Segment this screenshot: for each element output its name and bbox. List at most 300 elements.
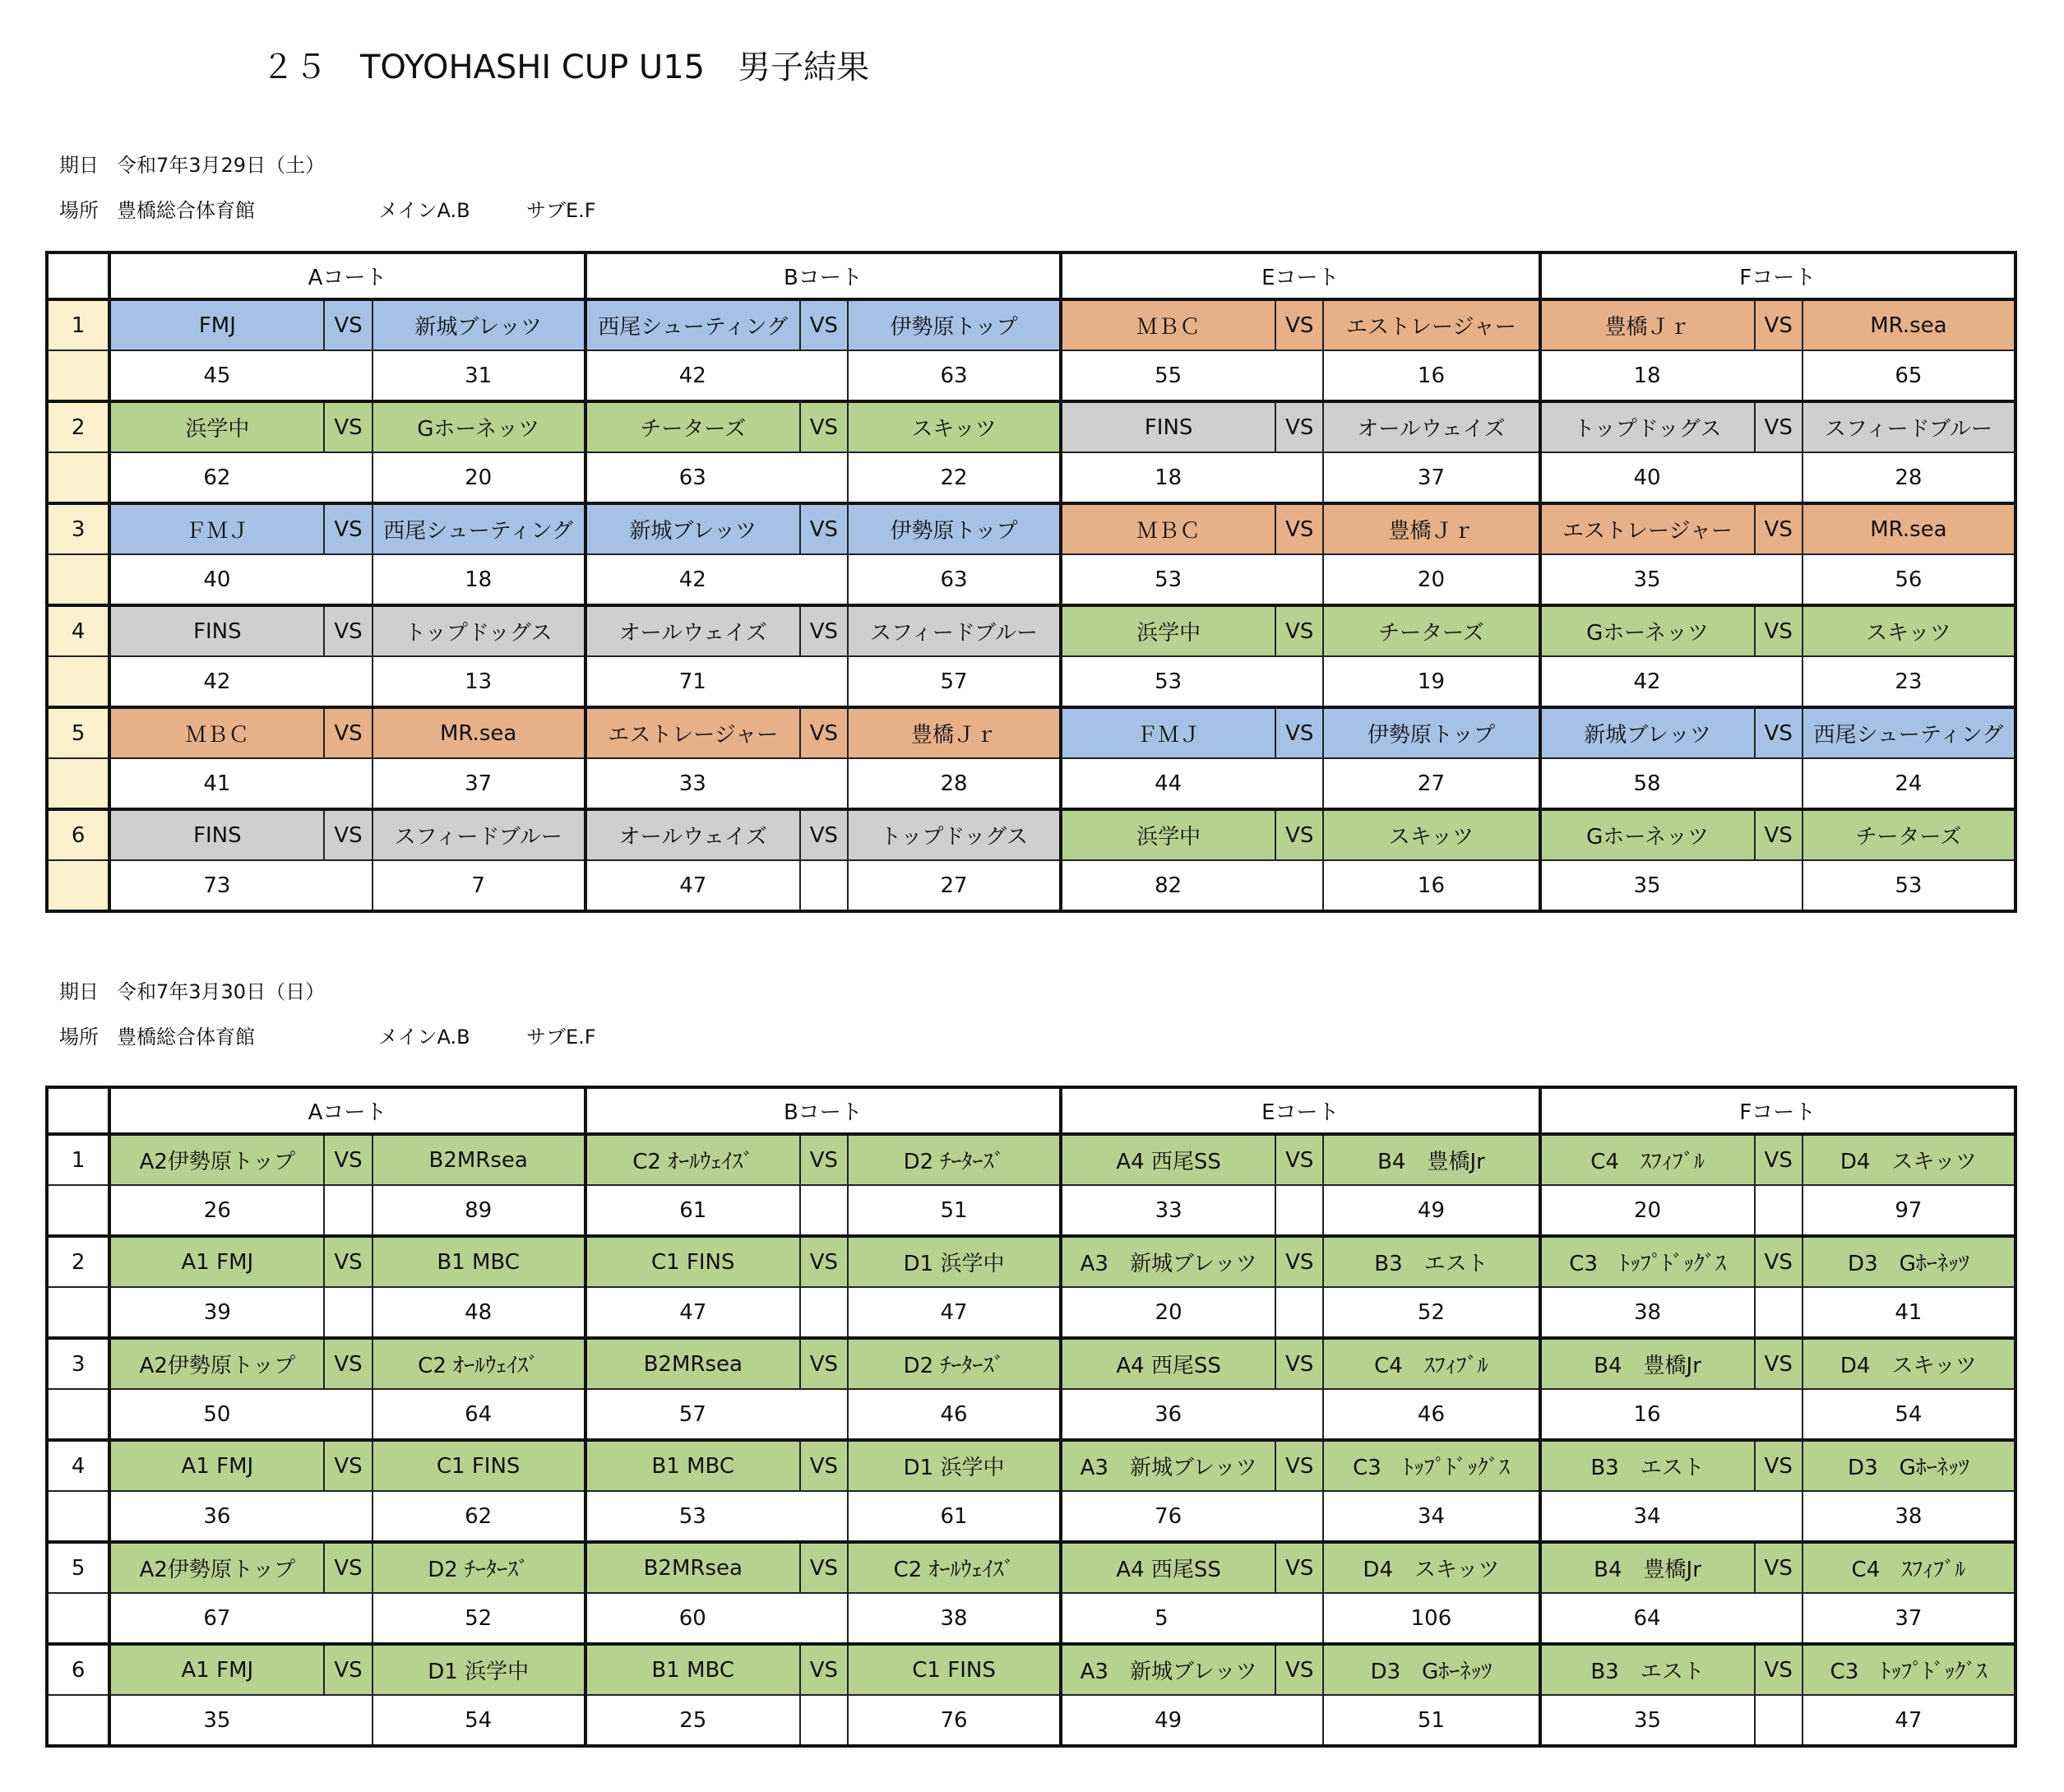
court-header: Eコート — [1061, 252, 1539, 299]
score-divider — [1755, 1695, 1803, 1746]
away-score: 65 — [1803, 350, 2015, 401]
score-row — [47, 350, 2015, 401]
away-score: 7 — [373, 860, 585, 911]
home-team: 新城ブレッツ — [1540, 707, 1755, 758]
away-team: トップドッグス — [373, 605, 585, 656]
score-divider — [800, 1287, 848, 1338]
home-score: 50 — [109, 1389, 372, 1440]
day1-place: 豊橋総合体育館 — [117, 199, 255, 222]
round-number-blank — [47, 1491, 109, 1542]
home-score: 82 — [1061, 860, 1323, 911]
score-divider — [800, 860, 848, 911]
vs-label: VS — [1275, 707, 1323, 758]
round-number-blank — [47, 554, 109, 605]
score-row — [47, 1287, 2015, 1338]
home-team: C3 ﾄｯﾌﾟﾄﾞｯｸﾞｽ — [1540, 1236, 1755, 1287]
vs-label: VS — [1275, 1644, 1323, 1695]
home-score: 18 — [1540, 350, 1803, 401]
vs-label: VS — [1275, 401, 1323, 452]
away-team: MR.sea — [1803, 503, 2015, 554]
match-row — [47, 1440, 2015, 1491]
match-row — [47, 809, 2015, 860]
home-team: ＭＢＣ — [109, 707, 324, 758]
home-team: 豊橋Ｊｒ — [1540, 299, 1755, 350]
home-score: 35 — [1540, 1695, 1755, 1746]
away-score: 16 — [1323, 350, 1539, 401]
home-team: Gホーネッツ — [1540, 605, 1755, 656]
home-score: 58 — [1540, 758, 1803, 809]
home-score: 67 — [109, 1593, 372, 1644]
vs-label: VS — [800, 707, 848, 758]
home-team: トップドッグス — [1540, 401, 1755, 452]
away-score: 49 — [1323, 1185, 1539, 1236]
vs-label: VS — [324, 503, 372, 554]
vs-label: VS — [324, 605, 372, 656]
home-score: 35 — [1540, 554, 1803, 605]
day2-date-line — [59, 977, 325, 1007]
vs-label: VS — [800, 1440, 848, 1491]
vs-label: VS — [800, 1134, 848, 1185]
away-team: スフィードブルー — [373, 809, 585, 860]
home-team: C1 FINS — [585, 1236, 800, 1287]
vs-label: VS — [1755, 605, 1803, 656]
away-score: 23 — [1803, 656, 2015, 707]
away-team: D2 ﾁｰﾀｰｽﾞ — [848, 1134, 1061, 1185]
away-team: スフィードブルー — [848, 605, 1061, 656]
away-score: 13 — [373, 656, 585, 707]
match-row — [47, 1542, 2015, 1593]
corner-cell — [47, 252, 109, 299]
vs-label: VS — [1275, 1236, 1323, 1287]
home-team: C2 ｵｰﾙｳｪｲｽﾞ — [585, 1134, 800, 1185]
home-score: 42 — [1540, 656, 1803, 707]
home-score: 61 — [585, 1185, 800, 1236]
vs-label: VS — [324, 1236, 372, 1287]
away-team: D3 Gﾎｰﾈｯﾂ — [1803, 1440, 2015, 1491]
home-score: 36 — [109, 1491, 372, 1542]
away-team: 新城ブレッツ — [373, 299, 585, 350]
away-score: 54 — [373, 1695, 585, 1746]
day2-sub-courts: サブE.F — [526, 1026, 596, 1049]
home-team: A4 西尾SS — [1061, 1338, 1275, 1389]
home-team: A2伊勢原トップ — [109, 1338, 324, 1389]
day1-date-label: 期日 — [59, 154, 99, 177]
away-score: 51 — [1323, 1695, 1539, 1746]
away-team: C3 ﾄｯﾌﾟﾄﾞｯｸﾞｽ — [1323, 1440, 1539, 1491]
home-score: 41 — [109, 758, 372, 809]
away-score: 20 — [373, 452, 585, 503]
away-team: スフィードブルー — [1803, 401, 2015, 452]
day2-date-label: 期日 — [59, 980, 99, 1003]
day2-place: 豊橋総合体育館 — [117, 1026, 255, 1049]
away-score: 62 — [373, 1491, 585, 1542]
away-score: 53 — [1803, 860, 2015, 911]
day1-schedule-table — [45, 251, 2017, 913]
home-score: 55 — [1061, 350, 1323, 401]
home-team: オールウェイズ — [585, 605, 800, 656]
away-team: B4 豊橋Jr — [1323, 1134, 1539, 1185]
day1-main-courts: メインA.B — [378, 199, 470, 222]
round-number-blank — [47, 1695, 109, 1746]
round-number-blank — [47, 1389, 109, 1440]
home-team: チーターズ — [585, 401, 800, 452]
vs-label: VS — [800, 401, 848, 452]
vs-label: VS — [324, 707, 372, 758]
score-row — [47, 1491, 2015, 1542]
home-team: A1 FMJ — [109, 1644, 324, 1695]
away-score: 76 — [848, 1695, 1061, 1746]
away-team: スキッツ — [1323, 809, 1539, 860]
away-team: D2 ﾁｰﾀｰｽﾞ — [373, 1542, 585, 1593]
home-team: B3 エスト — [1540, 1440, 1755, 1491]
home-team: ＭＢＣ — [1061, 299, 1275, 350]
day2-main-courts: メインA.B — [378, 1026, 470, 1049]
vs-label: VS — [324, 299, 372, 350]
round-number-blank — [47, 860, 109, 911]
home-score: 34 — [1540, 1491, 1803, 1542]
away-score: 47 — [1803, 1695, 2015, 1746]
away-team: エストレージャー — [1323, 299, 1539, 350]
away-score: 46 — [848, 1389, 1061, 1440]
round-number-blank — [47, 1185, 109, 1236]
away-score: 48 — [373, 1287, 585, 1338]
home-team: A1 FMJ — [109, 1236, 324, 1287]
home-team: FINS — [1061, 401, 1275, 452]
away-team: オールウェイズ — [1323, 401, 1539, 452]
round-number: 2 — [47, 1236, 109, 1287]
day2-place-label: 場所 — [59, 1026, 99, 1049]
vs-label: VS — [800, 1644, 848, 1695]
away-team: 伊勢原トップ — [848, 503, 1061, 554]
match-row — [47, 1644, 2015, 1695]
away-score: 97 — [1803, 1185, 2015, 1236]
away-team: C1 FINS — [848, 1644, 1061, 1695]
vs-label: VS — [800, 299, 848, 350]
home-score: 39 — [109, 1287, 324, 1338]
away-team: スキッツ — [848, 401, 1061, 452]
away-score: 28 — [1803, 452, 2015, 503]
round-number-blank — [47, 1593, 109, 1644]
home-score: 33 — [585, 758, 848, 809]
away-team: Gホーネッツ — [373, 401, 585, 452]
home-score: 53 — [1061, 656, 1323, 707]
home-score: 60 — [585, 1593, 848, 1644]
score-row — [47, 860, 2015, 911]
home-team: A4 西尾SS — [1061, 1542, 1275, 1593]
corner-cell — [47, 1087, 109, 1134]
away-score: 20 — [1323, 554, 1539, 605]
day1-sub-courts: サブE.F — [526, 199, 596, 222]
away-team: チーターズ — [1323, 605, 1539, 656]
vs-label: VS — [324, 1338, 372, 1389]
home-score: 73 — [109, 860, 372, 911]
away-team: D1 浜学中 — [848, 1440, 1061, 1491]
round-number-blank — [47, 350, 109, 401]
vs-label: VS — [324, 809, 372, 860]
vs-label: VS — [324, 1644, 372, 1695]
away-score: 31 — [373, 350, 585, 401]
away-score: 61 — [848, 1491, 1061, 1542]
vs-label: VS — [1275, 1134, 1323, 1185]
match-row — [47, 1236, 2015, 1287]
score-divider — [1275, 1185, 1323, 1236]
score-divider — [800, 1695, 848, 1746]
vs-label: VS — [1275, 503, 1323, 554]
away-team: 西尾シューティング — [373, 503, 585, 554]
home-team: A3 新城ブレッツ — [1061, 1440, 1275, 1491]
away-team: C3 ﾄｯﾌﾟﾄﾞｯｸﾞｽ — [1803, 1644, 2015, 1695]
court-header: Aコート — [109, 1087, 585, 1134]
home-team: A4 西尾SS — [1061, 1134, 1275, 1185]
vs-label: VS — [800, 1338, 848, 1389]
score-divider — [800, 1185, 848, 1236]
vs-label: VS — [1275, 809, 1323, 860]
score-row — [47, 1593, 2015, 1644]
home-team: A2伊勢原トップ — [109, 1542, 324, 1593]
away-team: 豊橋Ｊｒ — [848, 707, 1061, 758]
home-score: 76 — [1061, 1491, 1323, 1542]
away-team: C4 ｽﾌｨﾌﾞﾙ — [1323, 1338, 1539, 1389]
away-team: D3 Gﾎｰﾈｯﾂ — [1803, 1236, 2015, 1287]
home-team: A1 FMJ — [109, 1440, 324, 1491]
away-score: 37 — [1803, 1593, 2015, 1644]
vs-label: VS — [324, 1134, 372, 1185]
home-score: 71 — [585, 656, 848, 707]
score-divider — [324, 1185, 372, 1236]
score-row — [47, 1695, 2015, 1746]
home-score: 62 — [109, 452, 372, 503]
day2-schedule-table — [45, 1086, 2017, 1748]
home-score: 64 — [1540, 1593, 1803, 1644]
home-team: FMJ — [109, 299, 324, 350]
home-team: B2MRsea — [585, 1542, 800, 1593]
away-score: 38 — [848, 1593, 1061, 1644]
home-team: ＦＭＪ — [1061, 707, 1275, 758]
home-score: 44 — [1061, 758, 1323, 809]
round-number: 2 — [47, 401, 109, 452]
away-team: C2 ｵｰﾙｳｪｲｽﾞ — [848, 1542, 1061, 1593]
home-score: 16 — [1540, 1389, 1803, 1440]
round-number-blank — [47, 1287, 109, 1338]
home-score: 25 — [585, 1695, 800, 1746]
away-score: 41 — [1803, 1287, 2015, 1338]
home-team: エストレージャー — [1540, 503, 1755, 554]
away-team: B2MRsea — [373, 1134, 585, 1185]
home-team: オールウェイズ — [585, 809, 800, 860]
away-team: 西尾シューティング — [1803, 707, 2015, 758]
away-score: 27 — [848, 860, 1061, 911]
home-team: B4 豊橋Jr — [1540, 1338, 1755, 1389]
home-score: 26 — [109, 1185, 324, 1236]
vs-label: VS — [1755, 707, 1803, 758]
court-header: Bコート — [585, 1087, 1061, 1134]
vs-label: VS — [1275, 1440, 1323, 1491]
away-score: 63 — [848, 554, 1061, 605]
away-team: D2 ﾁｰﾀｰｽﾞ — [848, 1338, 1061, 1389]
vs-label: VS — [800, 1236, 848, 1287]
court-header: Eコート — [1061, 1087, 1539, 1134]
vs-label: VS — [1755, 401, 1803, 452]
away-score: 52 — [1323, 1287, 1539, 1338]
away-score: 47 — [848, 1287, 1061, 1338]
match-row — [47, 605, 2015, 656]
vs-label: VS — [1755, 299, 1803, 350]
away-score: 22 — [848, 452, 1061, 503]
home-score: 42 — [585, 554, 848, 605]
away-score: 51 — [848, 1185, 1061, 1236]
round-number: 4 — [47, 605, 109, 656]
away-score: 64 — [373, 1389, 585, 1440]
court-header: Aコート — [109, 252, 585, 299]
away-team: D1 浜学中 — [373, 1644, 585, 1695]
vs-label: VS — [324, 1542, 372, 1593]
home-team: A2伊勢原トップ — [109, 1134, 324, 1185]
away-team: D4 スキッツ — [1803, 1338, 2015, 1389]
day1-place-label: 場所 — [59, 199, 99, 222]
home-score: 35 — [1540, 860, 1803, 911]
round-number-blank — [47, 758, 109, 809]
vs-label: VS — [1755, 503, 1803, 554]
home-team: エストレージャー — [585, 707, 800, 758]
day1-date-line — [59, 150, 325, 180]
round-number: 1 — [47, 1134, 109, 1185]
home-score: 35 — [109, 1695, 372, 1746]
away-team: チーターズ — [1803, 809, 2015, 860]
away-score: 24 — [1803, 758, 2015, 809]
vs-label: VS — [324, 401, 372, 452]
round-number-blank — [47, 656, 109, 707]
home-score: 47 — [585, 860, 800, 911]
home-score: 5 — [1061, 1593, 1323, 1644]
day1-date: 令和7年3月29日（土） — [117, 154, 326, 177]
away-score: 57 — [848, 656, 1061, 707]
home-score: 42 — [585, 350, 848, 401]
round-number: 3 — [47, 1338, 109, 1389]
away-score: 38 — [1803, 1491, 2015, 1542]
vs-label: VS — [800, 809, 848, 860]
score-row — [47, 656, 2015, 707]
home-team: ＦＭＪ — [109, 503, 324, 554]
home-team: B4 豊橋Jr — [1540, 1542, 1755, 1593]
away-team: B3 エスト — [1323, 1236, 1539, 1287]
away-score: 106 — [1323, 1593, 1539, 1644]
home-team: B3 エスト — [1540, 1644, 1755, 1695]
home-score: 38 — [1540, 1287, 1755, 1338]
court-header: Bコート — [585, 252, 1061, 299]
home-score: 40 — [1540, 452, 1803, 503]
away-team: C4 ｽﾌｨﾌﾞﾙ — [1803, 1542, 2015, 1593]
away-score: 89 — [373, 1185, 585, 1236]
vs-label: VS — [1755, 1542, 1803, 1593]
day2-date: 令和7年3月30日（日） — [117, 980, 326, 1003]
home-score: 20 — [1540, 1185, 1755, 1236]
home-team: 新城ブレッツ — [585, 503, 800, 554]
score-row — [47, 452, 2015, 503]
vs-label: VS — [1275, 1542, 1323, 1593]
away-score: 37 — [1323, 452, 1539, 503]
away-team: MR.sea — [373, 707, 585, 758]
page-title: ２５ TOYOHASHI CUP U15 男子結果 — [261, 49, 870, 86]
round-number: 1 — [47, 299, 109, 350]
away-score: 34 — [1323, 1491, 1539, 1542]
home-team: 浜学中 — [1061, 809, 1275, 860]
vs-label: VS — [800, 503, 848, 554]
home-score: 36 — [1061, 1389, 1323, 1440]
court-header: Fコート — [1540, 1087, 2016, 1134]
away-score: 28 — [848, 758, 1061, 809]
home-score: 53 — [1061, 554, 1323, 605]
away-team: スキッツ — [1803, 605, 2015, 656]
away-score: 56 — [1803, 554, 2015, 605]
home-score: 57 — [585, 1389, 848, 1440]
home-team: 浜学中 — [1061, 605, 1275, 656]
away-score: 16 — [1323, 860, 1539, 911]
away-team: B1 MBC — [373, 1236, 585, 1287]
home-team: B1 MBC — [585, 1644, 800, 1695]
away-team: C2 ｵｰﾙｳｪｲｽﾞ — [373, 1338, 585, 1389]
away-score: 18 — [373, 554, 585, 605]
home-team: Gホーネッツ — [1540, 809, 1755, 860]
away-score: 52 — [373, 1593, 585, 1644]
away-team: D4 スキッツ — [1803, 1134, 2015, 1185]
vs-label: VS — [1755, 1236, 1803, 1287]
court-header: Fコート — [1540, 252, 2016, 299]
vs-label: VS — [1275, 299, 1323, 350]
home-score: 20 — [1061, 1287, 1275, 1338]
home-team: C4 ｽﾌｨﾌﾞﾙ — [1540, 1134, 1755, 1185]
away-score: 63 — [848, 350, 1061, 401]
round-number: 5 — [47, 707, 109, 758]
round-number: 5 — [47, 1542, 109, 1593]
round-number: 6 — [47, 809, 109, 860]
home-team: 西尾シューティング — [585, 299, 800, 350]
match-row — [47, 401, 2015, 452]
home-team: FINS — [109, 809, 324, 860]
round-number: 4 — [47, 1440, 109, 1491]
vs-label: VS — [1275, 605, 1323, 656]
away-team: D3 Gﾎｰﾈｯﾂ — [1323, 1644, 1539, 1695]
match-row — [47, 503, 2015, 554]
day2-place-line — [59, 1022, 596, 1052]
home-score: 33 — [1061, 1185, 1275, 1236]
day1-place-line — [59, 196, 596, 225]
vs-label: VS — [324, 1440, 372, 1491]
vs-label: VS — [1755, 1440, 1803, 1491]
home-score: 18 — [1061, 452, 1323, 503]
round-number: 3 — [47, 503, 109, 554]
match-row — [47, 299, 2015, 350]
match-row — [47, 1134, 2015, 1185]
round-number-blank — [47, 452, 109, 503]
away-team: 豊橋Ｊｒ — [1323, 503, 1539, 554]
away-team: 伊勢原トップ — [1323, 707, 1539, 758]
home-score: 49 — [1061, 1695, 1323, 1746]
vs-label: VS — [1755, 809, 1803, 860]
vs-label: VS — [1755, 1338, 1803, 1389]
home-score: 53 — [585, 1491, 848, 1542]
match-row — [47, 707, 2015, 758]
round-number: 6 — [47, 1644, 109, 1695]
score-divider — [1755, 1185, 1803, 1236]
vs-label: VS — [800, 605, 848, 656]
away-score: 54 — [1803, 1389, 2015, 1440]
home-team: ＭＢＣ — [1061, 503, 1275, 554]
home-score: 40 — [109, 554, 372, 605]
away-team: トップドッグス — [848, 809, 1061, 860]
score-row — [47, 758, 2015, 809]
home-score: 47 — [585, 1287, 800, 1338]
home-score: 42 — [109, 656, 372, 707]
